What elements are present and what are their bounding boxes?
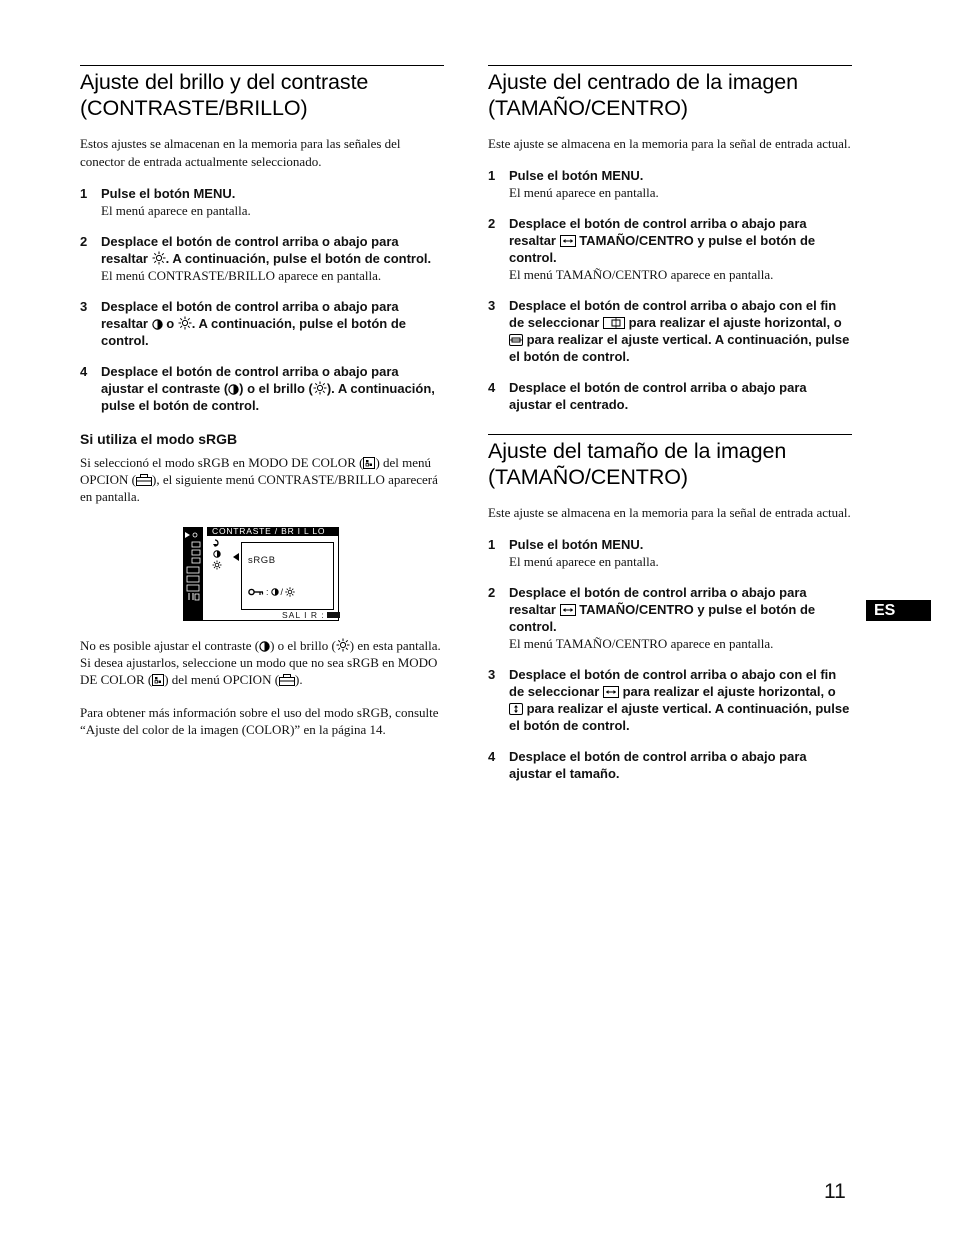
- contrast-icon: [152, 319, 163, 330]
- title-line-1: Ajuste del centrado de la imagen: [488, 70, 798, 94]
- section-title-contrast-brightness: [80, 69, 444, 121]
- vertical-size-icon: [509, 703, 523, 715]
- step-instruction: Desplace el botón de control arriba o abajo con el fin de seleccionar para realizar el ajuste horizontal, o para realizar el ajuste vertical. A continuación, pulse el botón de control.: [509, 298, 850, 364]
- intro-text: Este ajuste se almacena en la memoria para la señal de entrada actual.: [488, 505, 851, 520]
- step-1: [488, 167, 852, 201]
- osd-options: [212, 538, 224, 577]
- step-instruction: Desplace el botón de control arriba o abajo para resaltar TAMAÑO/CENTRO y pulse el botón de control.: [509, 216, 816, 265]
- section-rule: [488, 434, 852, 435]
- horizontal-size-icon: [603, 686, 619, 698]
- osd-selection-arrow: [233, 548, 239, 566]
- step-2: [80, 233, 444, 284]
- right-column: [488, 65, 852, 782]
- intro-text: Estos ajustes se almacenan en la memoria para las señales del conector de entrada actualmente seleccionado.: [80, 136, 401, 169]
- step-3: [80, 298, 444, 349]
- brightness-icon: [313, 381, 327, 395]
- menu-button-icon: [327, 612, 340, 618]
- srgb-paragraph-3: Para obtener más información sobre el uso del modo sRGB, consulte “Ajuste del color de la imagen (COLOR)” en la página 14.: [80, 705, 439, 737]
- contrast-icon: [271, 588, 279, 596]
- section-rule: [488, 65, 852, 66]
- step-number: 2: [488, 216, 496, 231]
- size-center-icon: [560, 604, 576, 616]
- step-result: El menú aparece en pantalla.: [101, 203, 251, 218]
- title-line-2: (TAMAÑO/CENTRO): [488, 465, 688, 489]
- step-instruction: Pulse el botón MENU.: [509, 537, 644, 552]
- step-4: [488, 379, 852, 413]
- step-number: 4: [80, 364, 88, 379]
- step-2: [488, 215, 852, 283]
- step-instruction: Desplace el botón de control arriba o abajo para ajustar el centrado.: [509, 380, 807, 412]
- step-result: El menú TAMAÑO/CENTRO aparece en pantalla.: [509, 267, 774, 282]
- brightness-icon: [336, 638, 350, 652]
- srgb-paragraph-1: Si seleccionó el modo sRGB en MODO DE COLOR ( ) del menú OPCION ( ), el siguiente menú CONTRASTE/BRILLO aparecerá en pantalla.: [80, 455, 438, 504]
- section-title-size: [488, 438, 852, 490]
- horizontal-center-icon: [603, 317, 625, 329]
- section-size: [488, 434, 852, 782]
- step-instruction: Pulse el botón MENU.: [101, 186, 236, 201]
- step-number: 2: [80, 234, 88, 249]
- step-number: 1: [488, 537, 496, 552]
- section-centering: [488, 65, 852, 413]
- step-number: 4: [488, 380, 496, 395]
- option-icon: [136, 474, 152, 486]
- step-4: [80, 363, 444, 414]
- intro-text: Este ajuste se almacena en la memoria para la señal de entrada actual.: [488, 136, 851, 151]
- step-number: 3: [80, 299, 88, 314]
- left-column: [80, 65, 444, 738]
- brightness-icon: [178, 316, 192, 330]
- step-3: [488, 297, 852, 365]
- step-instruction: Desplace el botón de control arriba o abajo para resaltar . A continuación, pulse el botón de control.: [101, 234, 432, 266]
- vertical-center-icon: [509, 334, 523, 346]
- srgb-heading: Si utiliza el modo sRGB: [80, 431, 238, 447]
- step-instruction: Desplace el botón de control arriba o abajo para resaltar TAMAÑO/CENTRO y pulse el botón de control.: [509, 585, 816, 634]
- step-result: El menú aparece en pantalla.: [509, 554, 659, 569]
- section-rule: [80, 65, 444, 66]
- osd-contrast-brightness-menu: [183, 527, 339, 621]
- osd-lock-line: : /: [248, 587, 295, 597]
- step-number: 3: [488, 298, 496, 313]
- step-instruction: Desplace el botón de control arriba o abajo para resaltar o . A continuación, pulse el botón de control.: [101, 299, 407, 348]
- title-line-2: (TAMAÑO/CENTRO): [488, 96, 688, 120]
- step-number: 3: [488, 667, 496, 682]
- step-instruction: Desplace el botón de control arriba o abajo para ajustar el contraste ( ) o el brillo ( ). A continuación, pulse el botón de control.: [101, 364, 435, 413]
- osd-srgb-label: sRGB: [248, 555, 276, 566]
- step-result: El menú CONTRASTE/BRILLO aparece en pantalla.: [101, 268, 382, 283]
- step-instruction: Desplace el botón de control arriba o abajo para ajustar el tamaño.: [509, 749, 807, 781]
- step-number: 1: [80, 186, 88, 201]
- step-number: 4: [488, 749, 496, 764]
- brightness-icon: [152, 251, 166, 265]
- step-result: El menú TAMAÑO/CENTRO aparece en pantalla.: [509, 636, 774, 651]
- srgb-paragraph-2: No es posible ajustar el contraste ( ) o el brillo ( ) en esta pantalla. Si desea ajustarlos, seleccione un modo que no sea sRGB en MODO DE COLOR ( ) del menú OPCION ( ).: [80, 638, 441, 687]
- page-number: 11: [824, 1180, 846, 1203]
- step-2: [488, 584, 852, 652]
- option-icon: [279, 674, 295, 686]
- key-icon: [248, 588, 264, 596]
- step-number: 1: [488, 168, 496, 183]
- section-title-centering: [488, 69, 852, 121]
- step-result: El menú aparece en pantalla.: [509, 185, 659, 200]
- contrast-icon: [259, 641, 270, 652]
- step-3: [488, 666, 852, 734]
- step-number: 2: [488, 585, 496, 600]
- step-instruction: Pulse el botón MENU.: [509, 168, 644, 183]
- language-tab: ES: [866, 600, 931, 621]
- color-mode-icon: [363, 457, 375, 469]
- osd-menu-sidebar: [183, 527, 203, 621]
- step-instruction: Desplace el botón de control arriba o abajo con el fin de seleccionar para realizar el ajuste horizontal, o para realizar el ajuste vertical. A continuación, pulse el botón de control.: [509, 667, 850, 733]
- step-1: [488, 536, 852, 570]
- osd-menu-title: CONTRASTE / BR I L LO: [207, 527, 339, 536]
- osd-srgb-panel: [241, 542, 334, 610]
- osd-exit-hint: SAL I R :: [282, 610, 340, 620]
- brightness-icon: [285, 587, 295, 597]
- color-mode-icon: [152, 674, 164, 686]
- step-4: [488, 748, 852, 782]
- title-line-1: Ajuste del brillo y del contraste: [80, 70, 369, 94]
- size-center-icon: [560, 235, 576, 247]
- title-line-1: Ajuste del tamaño de la imagen: [488, 439, 787, 463]
- title-line-2: (CONTRASTE/BRILLO): [80, 96, 308, 120]
- contrast-icon: [228, 384, 239, 395]
- step-1: [80, 185, 444, 219]
